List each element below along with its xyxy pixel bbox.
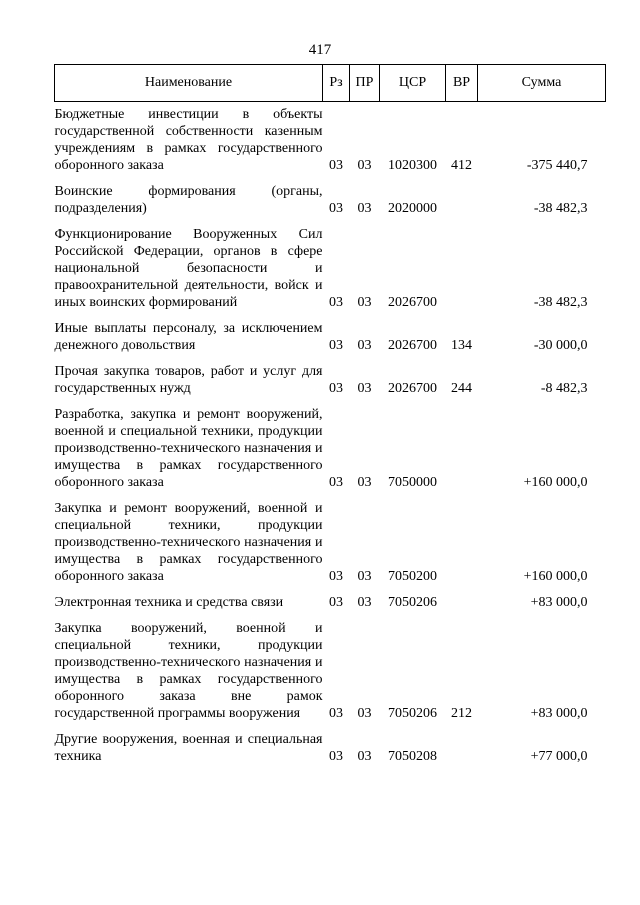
row-csr: 1020300 (388, 158, 437, 173)
header-vr: ВР (446, 65, 478, 102)
row-rz: 03 (329, 569, 343, 584)
row-vr: 212 (451, 706, 472, 721)
table-row (55, 594, 606, 620)
row-name: Закупка и ремонт вооружений, военной и специальной техники, продукции производственно-технического назначения и имущества в рамках государственного оборонного заказа (54, 501, 323, 584)
row-vr (446, 406, 478, 500)
row-pr: 03 (357, 338, 372, 353)
row-csr: 2026700 (388, 338, 437, 353)
row-csr: 7050200 (388, 569, 437, 584)
row-vr: 244 (451, 381, 472, 396)
row-vr: 412 (451, 158, 472, 173)
row-csr: 7050206 (388, 706, 437, 721)
table-row (55, 226, 606, 320)
row-name: Разработка, закупка и ремонт вооружений, военной и специальной техники, продукции производственно-технического назначения и имущества в рамках государственного оборонного заказа (54, 407, 323, 490)
row-rz: 03 (329, 158, 343, 173)
row-pr: 03 (357, 158, 372, 173)
row-rz: 03 (329, 381, 343, 396)
row-csr: 7050208 (388, 749, 437, 764)
row-pr: 03 (357, 295, 372, 310)
table-row (55, 500, 606, 594)
row-pr: 03 (357, 706, 372, 721)
row-name: Функционирование Вооруженных Сил Российской Федерации, органов в сфере национальной безопасности и правоохранительной деятельности, войск и иных воинских формирований (54, 227, 323, 310)
row-pr: 03 (357, 475, 372, 490)
row-sum: +160 000,0 (523, 569, 588, 584)
row-rz: 03 (329, 201, 343, 216)
row-name: Закупка вооружений, военной и специальной техники, продукции производственно-технического назначения и имущества в рамках государственного оборонного заказа вне рамок государственной программы вооружения (54, 621, 323, 721)
table-row (55, 102, 606, 184)
header-pr: ПР (350, 65, 380, 102)
row-vr (446, 500, 478, 594)
row-csr: 2020000 (388, 201, 437, 216)
row-pr: 03 (357, 569, 372, 584)
table-row (55, 183, 606, 226)
row-sum: +83 000,0 (530, 706, 588, 721)
row-pr: 03 (357, 749, 372, 764)
row-name: Бюджетные инвестиции в объекты государственной собственности казенным учреждениям в рамках государственного оборонного заказа (54, 107, 323, 173)
row-sum: -8 482,3 (540, 381, 588, 396)
row-rz: 03 (329, 706, 343, 721)
row-name: Прочая закупка товаров, работ и услуг для государственных нужд (54, 364, 323, 396)
row-vr (446, 594, 478, 620)
row-sum: +160 000,0 (523, 475, 588, 490)
row-rz: 03 (329, 338, 343, 353)
row-sum: +77 000,0 (530, 749, 588, 764)
row-csr: 7050000 (388, 475, 437, 490)
table-row (55, 320, 606, 363)
row-name: Иные выплаты персоналу, за исключением денежного довольствия (54, 321, 323, 353)
table-row (55, 731, 606, 774)
row-vr (446, 731, 478, 774)
row-sum: -30 000,0 (533, 338, 588, 353)
row-sum: -38 482,3 (533, 201, 588, 216)
row-csr: 7050206 (388, 595, 437, 610)
row-name: Другие вооружения, военная и специальная техника (54, 732, 323, 764)
row-rz: 03 (329, 749, 343, 764)
table-row (55, 363, 606, 406)
row-rz: 03 (329, 295, 343, 310)
header-csr: ЦСР (380, 65, 446, 102)
row-vr (446, 226, 478, 320)
row-csr: 2026700 (388, 381, 437, 396)
row-rz: 03 (329, 595, 343, 610)
table-row (55, 406, 606, 500)
row-sum: -38 482,3 (533, 295, 588, 310)
header-name: Наименование (55, 65, 323, 102)
page-number: 417 (308, 42, 332, 58)
table-row (55, 620, 606, 731)
row-name: Электронная техника и средства связи (54, 595, 284, 610)
row-name: Воинские формирования (органы, подразделения) (54, 184, 323, 216)
row-csr: 2026700 (388, 295, 437, 310)
row-vr: 134 (451, 338, 472, 353)
header-rz: Рз (323, 65, 350, 102)
table-header-row (55, 65, 606, 102)
budget-table (54, 64, 606, 774)
row-sum: -375 440,7 (526, 158, 588, 173)
row-pr: 03 (357, 595, 372, 610)
row-vr (446, 183, 478, 226)
header-sum: Сумма (478, 65, 606, 102)
row-pr: 03 (357, 381, 372, 396)
row-sum: +83 000,0 (530, 595, 588, 610)
row-pr: 03 (357, 201, 372, 216)
row-rz: 03 (329, 475, 343, 490)
